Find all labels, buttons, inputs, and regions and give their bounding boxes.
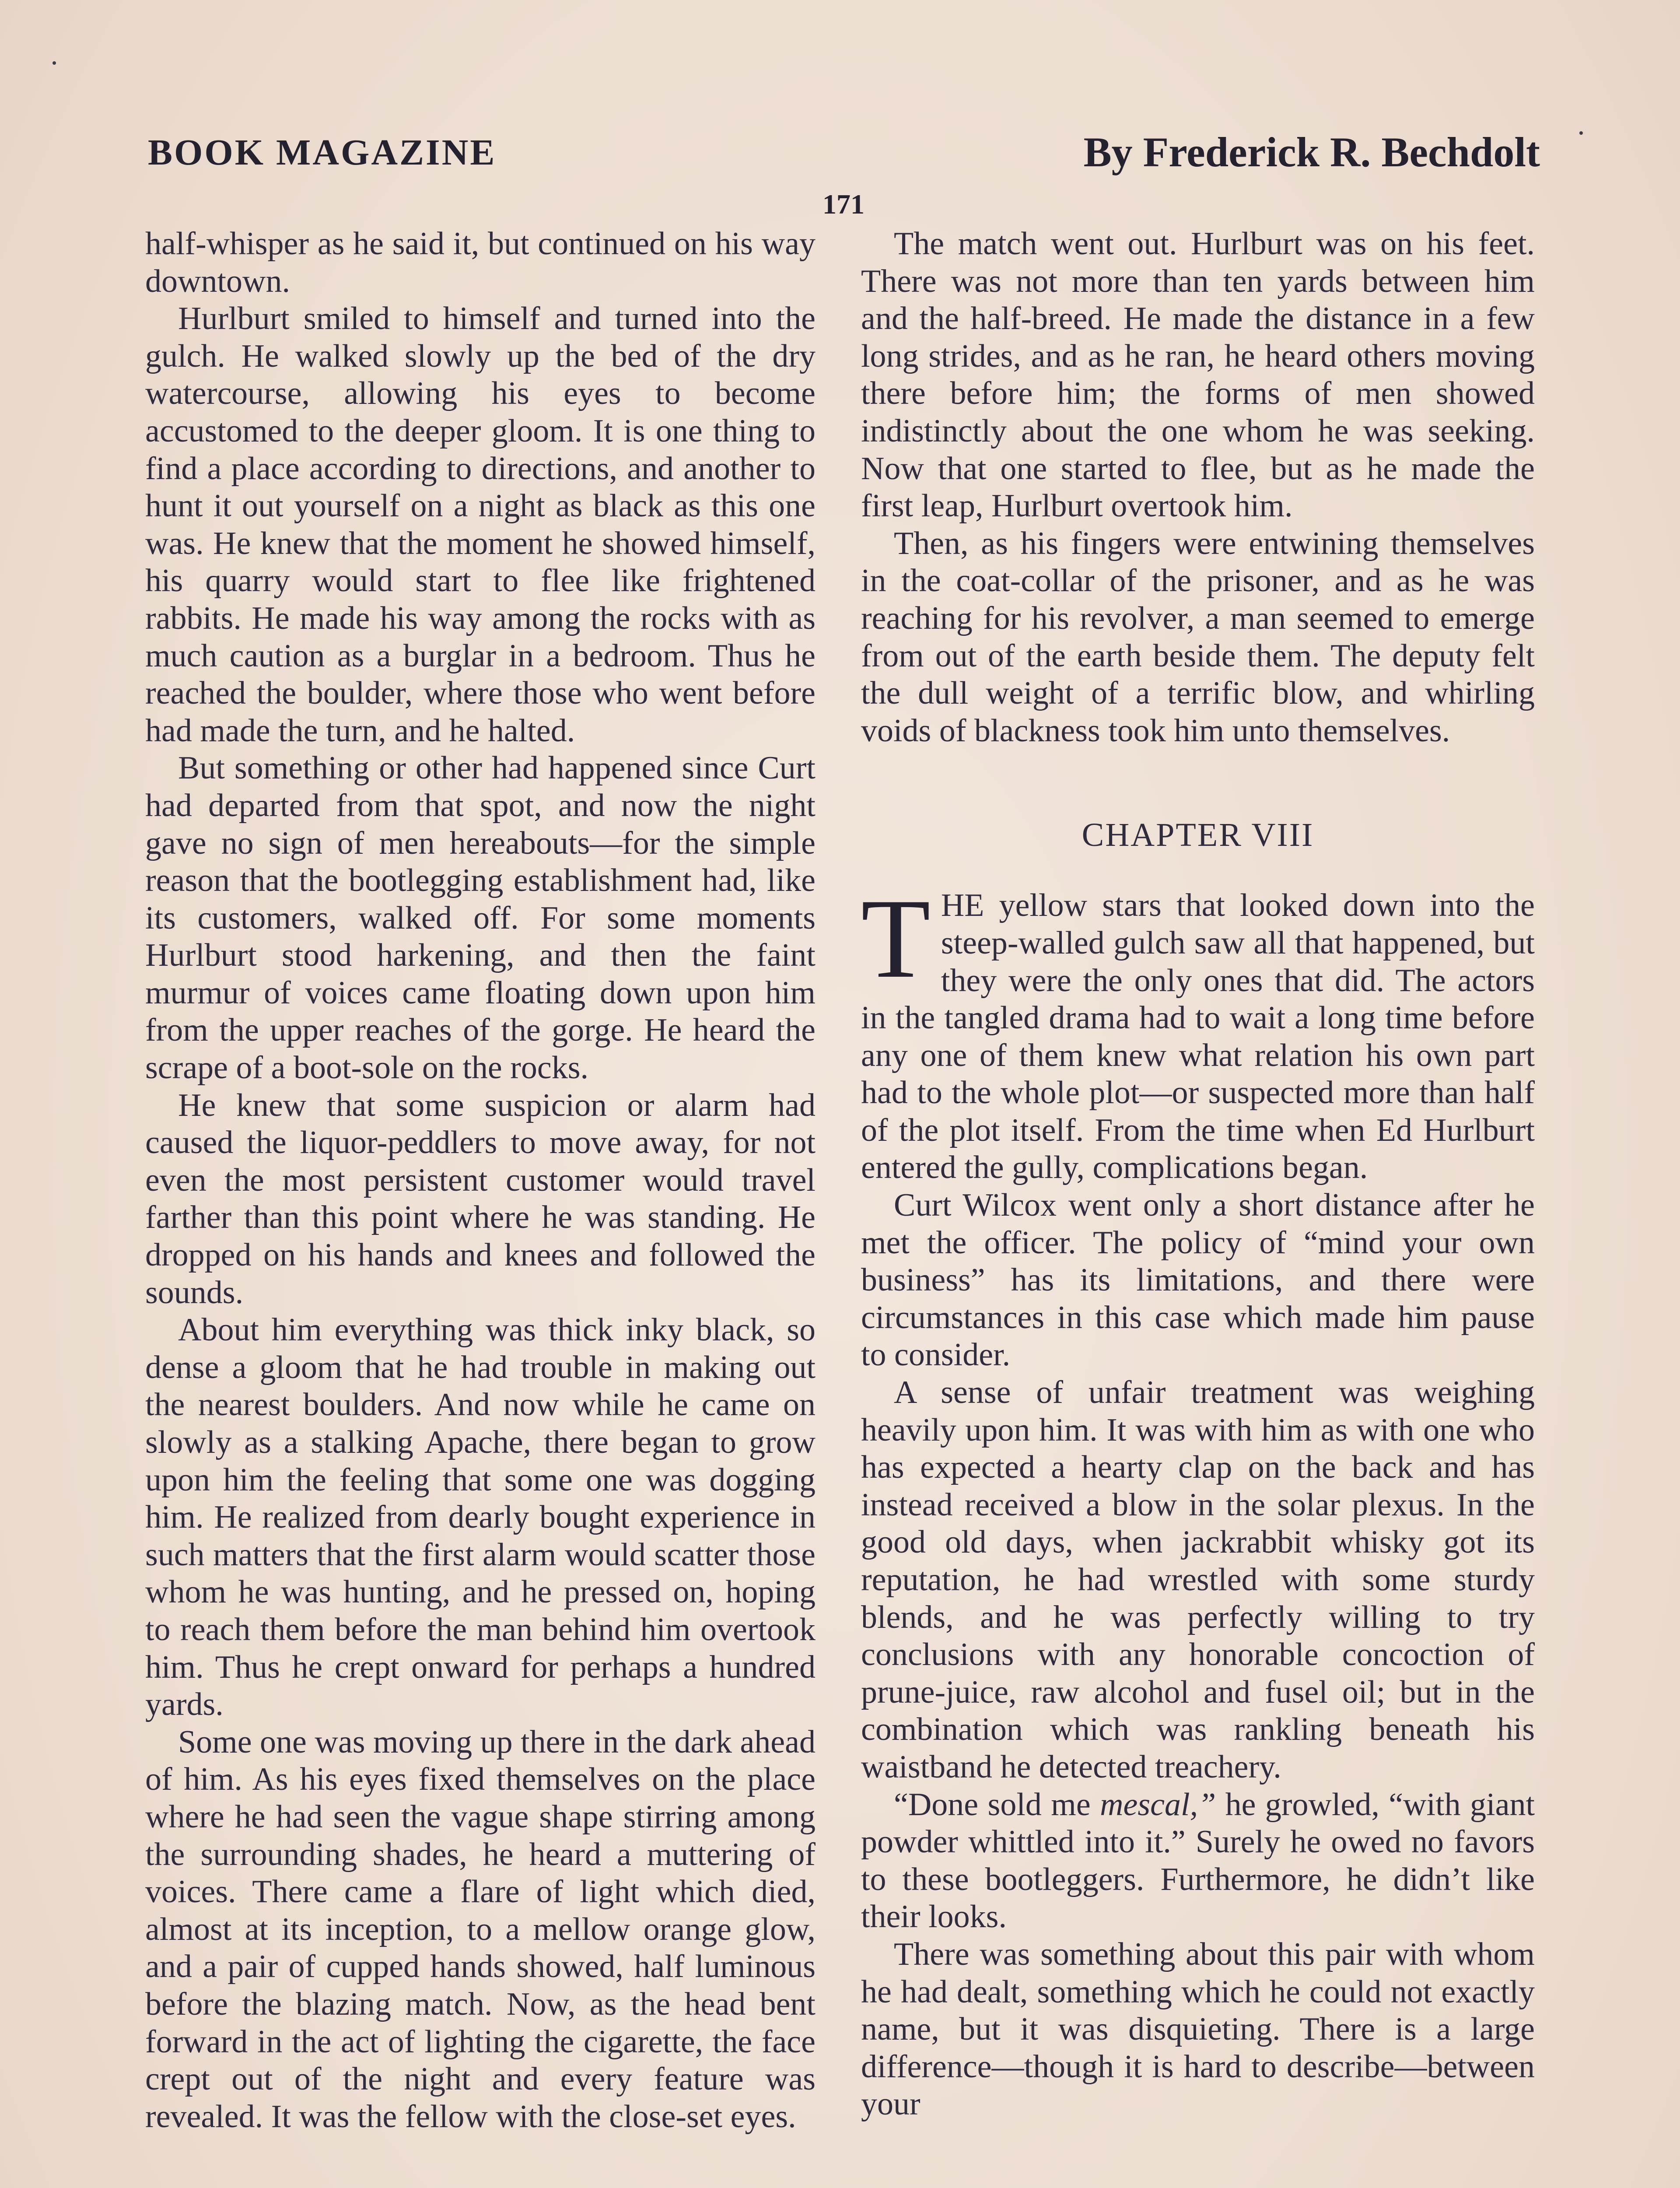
- paragraph: Curt Wilcox went only a short distance after he met the officer. The policy of “mind your own business” has its limitations, and there were circumstances in this case which made him pause to consider.: [861, 1187, 1535, 1373]
- paragraph: half-whisper as he said it, but continued on his way downtown.: [145, 226, 816, 299]
- author-byline: By Frederick R. Bechdolt: [1083, 129, 1540, 175]
- paragraph: A sense of unfair treatment was weighing heavily upon him. It was with him as with one who has expected a hearty clap on the back and has instead received a blow in the solar plexus. In the good old days, when jackrabbit whisky got its reputation, he had wrestled with some sturdy blends, and he was perfectly willing to try conclusions with any honorable concoction of prune-juice, raw alcohol and fusel oil; but in the combination which was rankling beneath his waistband he detected treachery.: [861, 1375, 1535, 1785]
- quote-text: “Done sold me: [894, 1786, 1100, 1823]
- paragraph: Hurlburt smiled to himself and turned into the gulch. He walked slowly up the bed of the dry watercourse, allowing his eyes to become accustomed to the deeper gloom. It is one thing to find a place according to directions, and another to hunt it out yourself on a night as black as this one was. He knew that the moment he showed himself, his quarry would start to flee like frightened rabbits. He made his way among the rocks with as much caution as a burglar in a bedroom. Thus he reached the boulder, where those who went before had made the turn, and he halted.: [145, 301, 816, 749]
- chapter-heading: CHAPTER VIII: [1082, 817, 1314, 854]
- paragraph: There was something about this pair with whom he had dealt, something which he could not exactly name, but it was disquieting. There is a large difference—though it is hard to describe—between your: [861, 1936, 1535, 2122]
- quote-paragraph: [861, 1786, 1535, 1936]
- paragraph: About him everything was thick inky black, so dense a gloom that he had trouble in making out the nearest boulders. And now while he came on slowly as a stalking Apache, there began to grow upon him the feeling that some one was dogging him. He realized from dearly bought experience in such matters that the first alarm would scatter those whom he was hunting, and he pressed on, hoping to reach them before the man behind him overtook him. Thus he crept onward for perhaps a hundred yards.: [145, 1312, 816, 1723]
- paragraph: But something or other had happened since Curt had departed from that spot, and now the night gave no sign of men hereabouts—for the simple reason that the bootlegging establishment had, like its customers, walked off. For some moments Hurlburt stood harkening, and then the faint murmur of voices came floating down upon him from the upper reaches of the gorge. He heard the scrape of a boot-sole on the rocks.: [145, 750, 816, 1086]
- print-speck: [52, 61, 56, 65]
- magazine-title: BOOK MAGAZINE: [148, 132, 497, 173]
- paragraph: The match went out. Hurlburt was on his feet. There was not more than ten yards between him and the half-breed. He made the distance in a few long strides, and as he ran, he heard others moving there before him; the forms of men showed indistinctly about the one whom he was seeking. Now that one started to flee, but as he made the first leap, Hurlburt overtook him.: [861, 226, 1535, 524]
- drop-cap: T: [861, 876, 931, 1002]
- chapter-opening-paragraph: [861, 876, 1535, 1187]
- italic-word: mescal,”: [1100, 1786, 1216, 1823]
- paragraph: Then, as his fingers were entwining themselves in the coat-collar of the prisoner, and as he was reaching for his revolver, a man seemed to emerge from out of the earth beside them. The deputy felt the dull weight of a terrific blow, and whirling voids of blackness took him unto themselves.: [861, 525, 1535, 749]
- opening-text: HE yellow stars that looked down into the steep-walled gulch saw all that happened, but they were the only ones that did. The actors in the tangled drama had to wait a long time before any one of them knew what relation his own part had to the whole plot—or suspected more than half of the plot itself. From the time when Ed Hurlburt entered the gully, complications began.: [861, 887, 1535, 1186]
- left-column: [145, 225, 816, 2135]
- right-column: [861, 225, 1535, 2123]
- print-speck: [1579, 131, 1583, 135]
- paragraph: He knew that some suspicion or alarm had caused the liquor-peddlers to move away, for not even the most persistent customer would travel farther than this point where he was standing. He dropped on his hands and knees and followed the sounds.: [145, 1087, 816, 1311]
- quote-text: he growled, “with giant powder whittled into it.” Surely he owed no favors to these bootleggers. Furthermore, he didn’t like their looks.: [861, 1786, 1535, 1935]
- paragraph: Some one was moving up there in the dark ahead of him. As his eyes fixed themselves on the place where he had seen the vague shape stirring among the surrounding shades, he heard a muttering of voices. There came a flare of light which died, almost at its inception, to a mellow orange glow, and a pair of cupped hands showed, half luminous before the blazing match. Now, as the head bent forward in the act of lighting the cigarette, the face crept out of the night and every feature was revealed. It was the fellow with the close-set eyes.: [145, 1724, 816, 2135]
- page-number: 171: [822, 189, 864, 220]
